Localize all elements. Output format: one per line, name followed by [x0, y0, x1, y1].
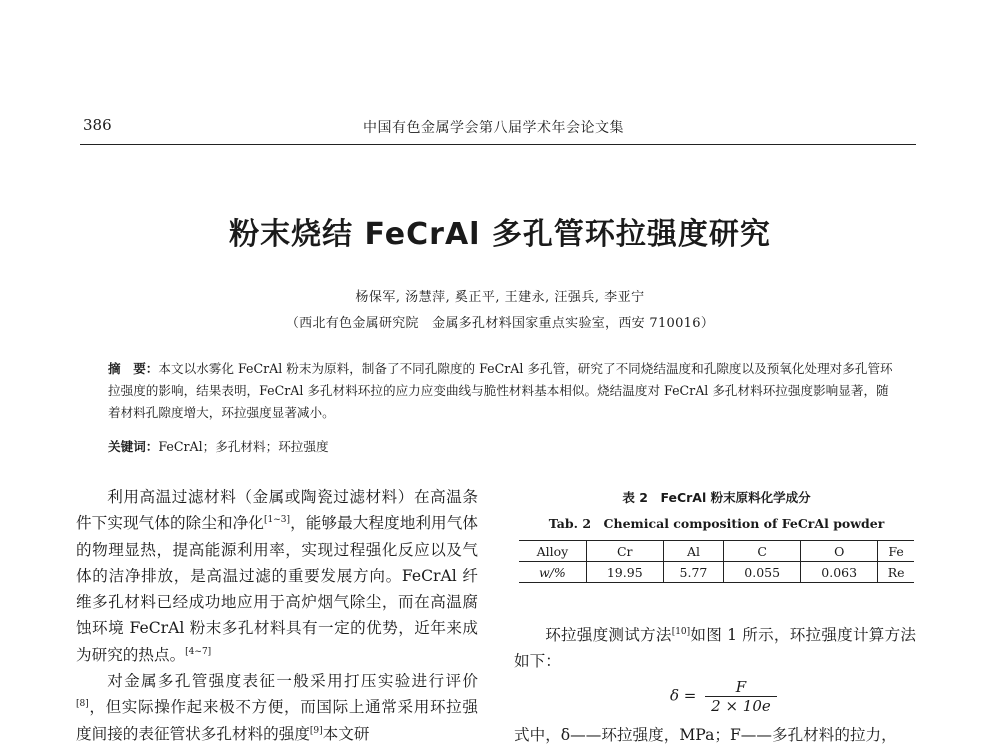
- stress-formula: [670, 678, 777, 715]
- table-header-cell: O: [801, 541, 878, 562]
- body-right-paragraph: [514, 622, 916, 675]
- table-caption-cn: 表 2 FeCrAl 粉末原料化学成分: [622, 490, 811, 505]
- table-caption-en: Tab. 2 Chemical composition of FeCrAl powder: [548, 516, 885, 531]
- table-cell: 5.77: [663, 562, 723, 583]
- table-header-row: [519, 541, 914, 562]
- body-paragraph: [76, 484, 478, 668]
- table-row: [519, 562, 914, 583]
- paper-title: 粉末烧结 FeCrAl 多孔管环拉强度研究: [229, 217, 771, 252]
- table-header-cell: Al: [663, 541, 723, 562]
- body-text: 对金属多孔管强度表征一般采用打压实验进行评价: [107, 672, 478, 691]
- citation: [10]: [671, 627, 691, 637]
- formula-fraction: [705, 678, 777, 715]
- citation: [9]: [309, 725, 323, 736]
- abstract-label: 摘 要：: [108, 361, 159, 376]
- body-text: 环拉强度测试方法: [545, 626, 672, 644]
- affiliation: （西北有色金属研究院 金属多孔材料国家重点实验室，西安 710016）: [285, 316, 715, 331]
- citation: [8]: [76, 699, 89, 710]
- keywords: [108, 436, 329, 455]
- body-text: 如图 1 所示，环拉强度计算方法如下：: [514, 626, 916, 671]
- formula-explanation: 式中，δ——环拉强度，MPa；F——多孔材料的拉力，: [514, 726, 897, 744]
- table-header-cell: Cr: [586, 541, 663, 562]
- formula-numerator: F: [705, 678, 777, 697]
- body-text: ，但实际操作起来极不方便，而国际上通常采用环拉强度间接的表征管状多孔材料的强度: [76, 698, 478, 743]
- composition-table: [519, 540, 914, 583]
- table-cell: w/%: [519, 562, 586, 583]
- author-list: 杨保军, 汤慧萍, 奚正平, 王建永, 汪强兵, 李亚宁: [355, 290, 645, 305]
- abstract: [108, 358, 898, 424]
- keywords-text: FeCrAl；多孔材料；环拉强度: [158, 439, 329, 454]
- table-header-cell: C: [724, 541, 801, 562]
- table-cell: 19.95: [586, 562, 663, 583]
- keywords-label: 关键词：: [108, 439, 159, 454]
- body-left-column: [76, 484, 478, 747]
- body-text: ，能够最大程度地利用气体的物理显热，提高能源利用率，实现过程强化反应以及气体的洁净排放，是高温过滤的重要发展方向。FeCrAl 纤维多孔材料已经成功地应用于高炉烟气除尘，而在高温腐蚀环境 FeCrAl 粉末多孔材料具有一定的优势，近年来成为研究的热点。: [76, 514, 478, 664]
- table-cell: 0.055: [724, 562, 801, 583]
- body-text: 利用高温过滤材料（金属或陶瓷过滤材料）在高温条件下实现气体的除尘和净化: [76, 488, 478, 533]
- header-rule: [80, 144, 916, 145]
- running-header: 中国有色金属学会第八届学术年会论文集: [363, 120, 624, 136]
- formula-denominator: 2 × 10e: [711, 697, 771, 715]
- page-number: 386: [83, 116, 112, 134]
- table-cell: 0.063: [801, 562, 878, 583]
- body-paragraph: [514, 622, 916, 675]
- abstract-text: 本文以水雾化 FeCrAl 粉末为原料，制备了不同孔隙度的 FeCrAl 多孔管，研究了不同烧结温度和孔隙度以及预氧化处理对多孔管环拉强度的影响，结果表明，FeCrAl 多孔材料环拉的应力应变曲线与脆性材料基本相似。烧结温度对 FeCrAl 多孔材料环拉强度影响显著，随着材料孔隙度增大，环拉强度显著减小。: [108, 361, 893, 420]
- table-cell: Re: [878, 562, 914, 583]
- table-header-cell: Alloy: [519, 541, 586, 562]
- body-paragraph: [76, 668, 478, 747]
- citation: [4~7]: [185, 646, 212, 657]
- table-header-cell: Fe: [878, 541, 914, 562]
- body-text: 本文研: [322, 724, 370, 743]
- formula-lhs: δ =: [670, 686, 697, 705]
- citation: [1~3]: [263, 515, 290, 526]
